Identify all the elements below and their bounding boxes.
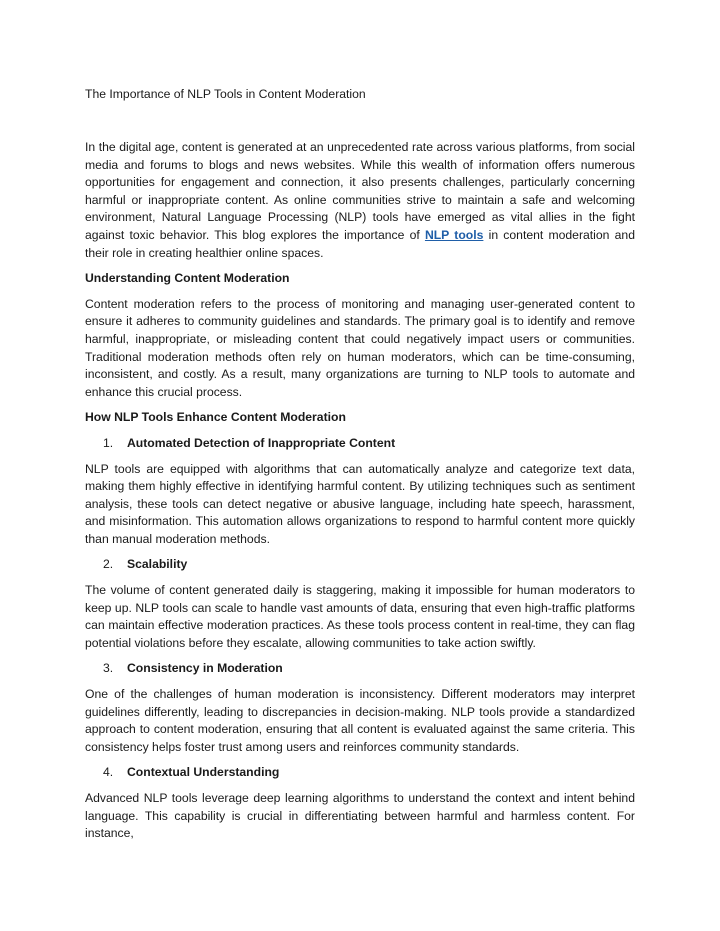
list-item-number: 3. — [103, 661, 114, 676]
section-paragraph-understanding: Content moderation refers to the process of monitoring and managing user-generated content to ensure it adheres to community guidelines and standards. The primary goal is to identify and remove harmful, inappropriate, or misleading content that could negatively impact users or communities. Traditional moderation methods often rely on human moderators, which can be time-consuming, inconsistent, and costly. As a result, many organizations are turning to NLP tools to automate and enhance this crucial process. — [85, 296, 635, 399]
intro-text-after-link: in content moderation and their role in creating healthier online spaces. — [85, 227, 635, 260]
list-item-paragraph: One of the challenges of human moderation is inconsistency. Different moderators may interpret guidelines differently, leading to discrepancies in decision-making. NLP tools provide a standardized approach to content moderation, ensuring that all content is evaluated against the same criteria. This consistency helps foster trust among users and reinforces community standards. — [85, 687, 635, 754]
list-item-title: Scalability — [127, 557, 188, 572]
nlp-tools-link[interactable]: NLP tools — [424, 227, 484, 242]
list-item-number: 2. — [103, 557, 114, 572]
list-item-paragraph: The volume of content generated daily is staggering, making it impossible for human moderators to keep up. NLP tools can scale to handle vast amounts of data, ensuring that even high-traffic platforms can maintain effective moderation practices. As these tools process content in real-time, they can flag potential violations before they escalate, allowing communities to take action swiftly. — [85, 583, 635, 650]
list-item-heading — [85, 435, 635, 453]
list-item-number: 4. — [103, 765, 114, 780]
list-item-heading — [85, 660, 635, 678]
document-title: The Importance of NLP Tools in Content Moderation — [85, 87, 366, 101]
intro-paragraph — [85, 139, 635, 262]
list-item-heading — [85, 556, 635, 574]
section-heading-understanding: Understanding Content Moderation — [85, 271, 290, 286]
list-item-paragraph: NLP tools are equipped with algorithms that can automatically analyze and categorize text data, making them highly effective in identifying harmful content. By utilizing techniques such as sentiment analysis, these tools can detect negative or abusive language, including hate speech, harassment, and misinformation. This automation allows organizations to respond to harmful content more quickly than manual moderation methods. — [85, 461, 635, 546]
list-item-heading — [85, 764, 635, 782]
list-item-title: Consistency in Moderation — [127, 661, 283, 676]
list-item-title: Contextual Understanding — [127, 765, 280, 780]
intro-text-before-link: In the digital age, content is generated at an unprecedented rate across various platforms, from social media and forums to blogs and news websites. While this wealth of information offers numerous opportunities for engagement and connection, it also presents challenges, particularly concerning harmful or inappropriate content. As online communities strive to maintain a safe and welcoming environment, Natural Language Processing (NLP) tools have emerged as vital allies in the fight against toxic behavior. This blog explores the importance of — [85, 140, 635, 242]
list-item-title: Automated Detection of Inappropriate Content — [127, 435, 396, 450]
section-heading-how-nlp: How NLP Tools Enhance Content Moderation — [85, 410, 346, 425]
list-item-paragraph: Advanced NLP tools leverage deep learning algorithms to understand the context and intent behind language. This capability is crucial in differentiating between harmful and harmless content. For instance, — [85, 791, 635, 841]
list-item-number: 1. — [103, 435, 114, 450]
